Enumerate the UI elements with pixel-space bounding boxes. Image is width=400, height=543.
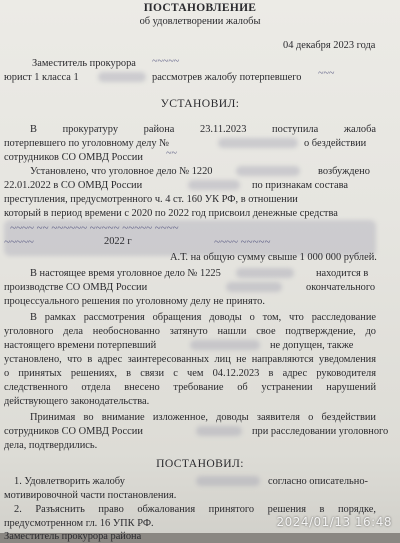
document-subtitle: об удовлетворении жалобы [139, 16, 261, 27]
redaction-blot [190, 340, 260, 350]
paragraph-line: находится в [316, 268, 369, 279]
paragraph-line: В настоящее время уголовное дело № 1225 [30, 268, 221, 279]
document-title: ПОСТАНОВЛЕНИЕ [143, 2, 257, 14]
paragraph-line: А.Т. на общую сумму свыше 1 000 000 рублей. [170, 252, 377, 263]
paragraph-line: настоящего времени потерпевший [4, 340, 157, 351]
redaction-blot [226, 282, 282, 292]
paragraph-line: о принятых решениях, в связи с чем 04.12.2023 в адрес руководителя [4, 368, 376, 379]
paragraph-line: не допущен, также [270, 340, 354, 351]
paragraph-line: производстве СО ОМВД России [4, 282, 148, 293]
paragraph-line: возбуждено [318, 166, 370, 177]
paragraph-line: Установлено, что уголовное дело № 1220 [30, 166, 213, 177]
paragraph-line: при расследовании уголовного [252, 426, 389, 437]
paragraph-line: сотрудников СО ОМВД России [4, 152, 143, 163]
handwritten-scrawl: ~~~~~ [4, 236, 34, 248]
intro-line-1: Заместитель прокурора [32, 58, 136, 69]
signature-line: Заместитель прокурора района [4, 531, 142, 542]
resolution-item: 2. Разъяснить право обжалования принятого решения в порядке, [14, 504, 376, 515]
paragraph-line: 2022 г [104, 236, 132, 247]
handwritten-scrawl: ~~ [166, 148, 177, 159]
handwritten-scrawl: ~~~~~ [152, 56, 180, 67]
redaction-blot [236, 166, 300, 176]
paragraph-line: потерпевшего по уголовному делу № [4, 138, 170, 149]
redaction-blot [98, 72, 146, 82]
intro-line-2b: рассмотрев жалобу потерпевшего [152, 72, 302, 83]
paragraph-line: установлено, что в адрес заинтересованных лиц не направляются уведомления [4, 354, 376, 365]
handwritten-scrawl: ~~~~ ~~ ~~~~~~ ~~~~~ ~~~~~ ~~~~ [10, 222, 179, 234]
paragraph-line: Принимая во внимание изложенное, доводы заявителя о бездействии [30, 412, 376, 423]
paragraph-line: дела, подтвердились. [4, 440, 98, 451]
paragraph-line: который в период времени с 2020 по 2022 год присвоил денежные средства [4, 208, 338, 219]
paragraph-line: 22.01.2022 в СО ОМВД России [4, 180, 143, 191]
handwritten-scrawl: ~~~ [318, 68, 335, 79]
paragraph-line: В рамках рассмотрения обращения доводы о том, что расследование [30, 312, 376, 323]
paragraph-line: окончательного [306, 282, 376, 293]
section-heading-postanovil: ПОСТАНОВИЛ: [156, 457, 244, 470]
paragraph-line: уголовного дела необоснованно затянуто нашли свое подтверждение, до [4, 326, 376, 337]
paragraph-line: действующего законодательства. [4, 396, 150, 407]
intro-line-2a: юрист 1 класса 1 [4, 72, 79, 83]
redaction-blot [188, 180, 240, 190]
redaction-blot [196, 476, 260, 486]
paragraph-line: следственного отдела внесено требование об устранении нарушений [4, 382, 376, 393]
redaction-blot [218, 138, 298, 148]
paragraph-line: В прокуратуру района 23.11.2023 поступила жалоба [30, 124, 376, 135]
paragraph-line: по признакам состава [252, 180, 348, 191]
redaction-blot [236, 268, 294, 278]
document-date: 04 декабря 2023 года [283, 40, 376, 51]
paragraph-line: процессуального решения по уголовному делу не принято. [4, 296, 265, 307]
section-heading-ustanovil: УСТАНОВИЛ: [160, 97, 240, 110]
resolution-item: предусмотренном гл. 16 УПК РФ. [4, 518, 154, 529]
redaction-blot [196, 426, 242, 436]
resolution-item: согласно описательно- [268, 476, 368, 487]
paragraph-line: преступления, предусмотренного ч. 4 ст. 160 УК РФ, в отношении [4, 194, 298, 205]
resolution-item: мотивировочной части постановления. [4, 490, 177, 501]
resolution-item: 1. Удовлетворить жалобу [14, 476, 125, 487]
paragraph-line: о бездействии [304, 138, 367, 149]
photo-timestamp: 2024/01/13 16:48 [276, 515, 392, 529]
handwritten-scrawl: ~~~~ ~~~~~ [214, 236, 271, 248]
paragraph-line: сотрудников СО ОМВД России [4, 426, 143, 437]
